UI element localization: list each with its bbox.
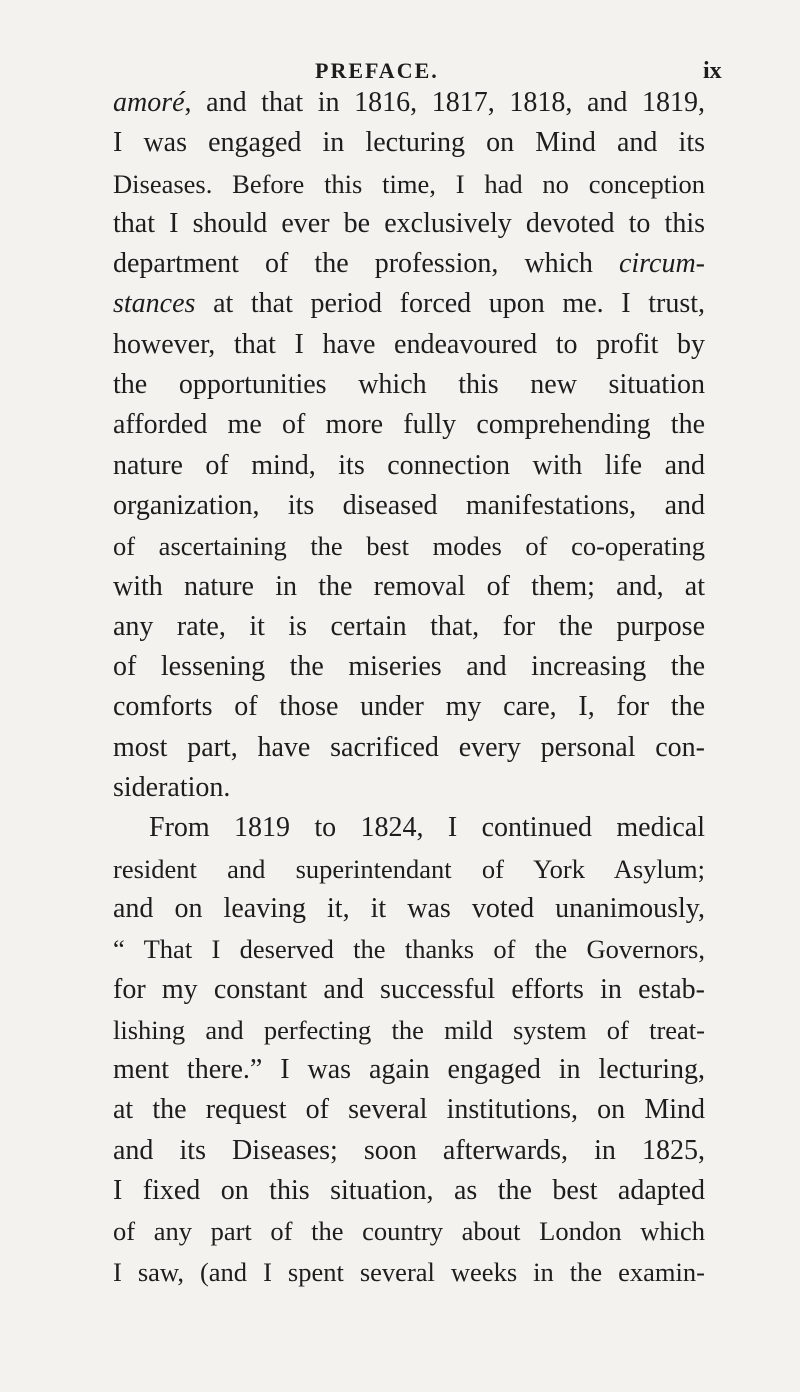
- text-line: any rate, it is certain that, for the purpose: [113, 610, 705, 642]
- text-line: however, that I have endeavoured to profit by: [113, 328, 705, 360]
- text-line: “ That I deserved the thanks of the Governors,: [113, 934, 705, 965]
- text-line: of ascertaining the best modes of co-operating: [113, 531, 705, 562]
- text-line: at the request of several institutions, on Mind: [113, 1094, 705, 1126]
- text-line: I saw, (and I spent several weeks in the examin-: [113, 1256, 705, 1287]
- text-line: ment there.” I was again engaged in lecturing,: [113, 1054, 705, 1086]
- text-line: lishing and perfecting the mild system of treat-: [113, 1014, 705, 1045]
- text-line: From 1819 to 1824, I continued medical: [149, 812, 705, 844]
- text-line: and on leaving it, it was voted unanimously,: [113, 892, 705, 924]
- text-line: amoré, and that in 1816, 1817, 1818, and 1819,: [113, 87, 705, 118]
- text-line: and its Diseases; soon afterwards, in 1825,: [113, 1134, 705, 1166]
- text-line: I fixed on this situation, as the best adapted: [113, 1175, 705, 1207]
- text-line: I was engaged in lecturing on Mind and its: [113, 127, 705, 159]
- text-line: sideration.: [113, 772, 231, 804]
- text-line: organization, its diseased manifestations, and: [113, 489, 705, 521]
- text-line: nature of mind, its connection with life and: [113, 449, 705, 481]
- text-line: of lessening the miseries and increasing the: [113, 651, 705, 683]
- text-line: the opportunities which this new situation: [113, 369, 705, 401]
- text-line: of any part of the country about London which: [113, 1216, 705, 1247]
- page-number: ix: [703, 58, 722, 84]
- text-line: for my constant and successful efforts in estab-: [113, 973, 705, 1005]
- text-line: department of the profession, which circum-: [113, 248, 705, 280]
- text-line: that I should ever be exclusively devoted to this: [113, 207, 705, 239]
- text-line: most part, have sacrificed every personal con-: [113, 731, 705, 763]
- italic-word: stances: [113, 288, 196, 320]
- text-line: with nature in the removal of them; and, at: [113, 570, 705, 602]
- italic-word: amoré: [113, 87, 185, 118]
- text-line: comforts of those under my care, I, for the: [113, 691, 705, 723]
- text-line: resident and superintendant of York Asylum;: [113, 853, 705, 884]
- text-line: afforded me of more fully comprehending the: [113, 409, 705, 441]
- body-text: [113, 83, 705, 1292]
- text-line: Diseases. Before this time, I had no conception: [113, 168, 705, 199]
- italic-word: circum-: [618, 248, 705, 280]
- text-line: stances at that period forced upon me. I trust,: [113, 288, 705, 320]
- running-title: PREFACE.: [315, 58, 439, 83]
